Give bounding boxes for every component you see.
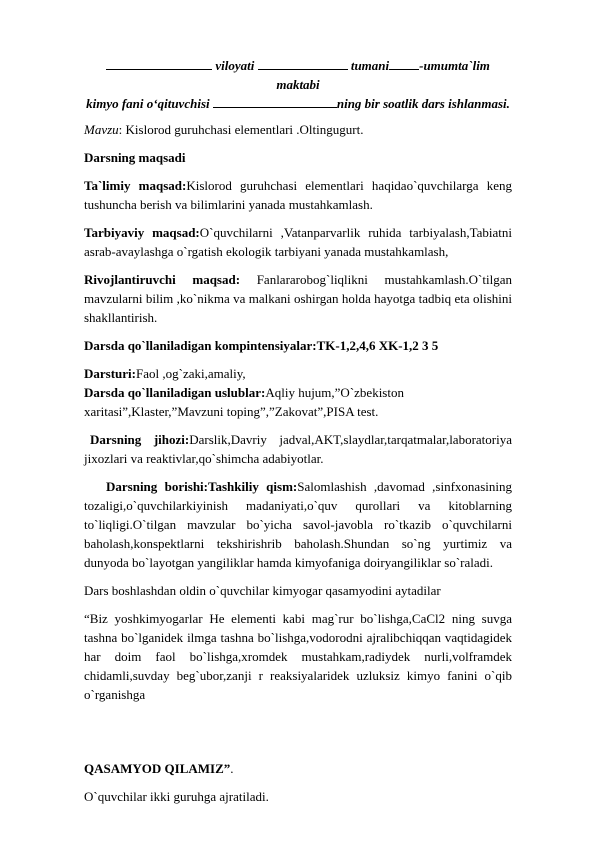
topic-text: : Kislorod guruhchasi elementlari .Oltingugurt.: [118, 122, 364, 137]
oath-text: “Biz yoshkimyogarlar He elementi kabi mag`rur bo`lishga,CaCl2 ning suvga tashna bo`lganidek ilmga tashna bo`lishga,vodorodni ajralibchiqqan vaqtidagidek har doim faol bo`lishga,xromdek mustahkam,radiydek nurli,volframdek chidamli,suvday beg`ubor,zanji r reaksiyalaridek uzluksiz kimyo fanini o`qib o`rganishga: [84, 611, 512, 702]
header-lesson: ning bir soatlik dars ishlanmasi.: [336, 96, 510, 111]
methods-label: Darsda qo`llaniladigan uslublar:: [84, 385, 266, 400]
methods: [84, 383, 512, 421]
competencies: Darsda qo`llaniladigan kompintensiyalar:TK-1,2,4,6 XK-1,2 3 5: [84, 338, 439, 353]
equipment-label: Darsning jihozi:: [90, 432, 190, 447]
lesson-header: [84, 56, 512, 113]
lesson-process: [84, 477, 512, 572]
topic-label: Mavzu: [84, 122, 119, 137]
header-tumani: tumani: [350, 58, 390, 73]
goals-title: Darsning maqsadi: [84, 150, 186, 165]
lesson-type-text: Faol ,og`zaki,amaliy,: [136, 366, 246, 381]
developing-goal-text: Fanlararobog`liqlikni mustahkamlash.O`tilgan mavzularni bilim ,ko`nikma va malkani oshirgan holda hayotga tadbiq eta olishini shakllantirish.: [84, 272, 512, 325]
topic-paragraph: [84, 120, 512, 139]
oath-intro: Dars boshlashdan oldin o`quvchilar kimyogar qasamyodini aytadilar: [84, 583, 441, 598]
lesson-process-text: Salomlashish ,davomad ,sinfxonasining tozaligi,o`quvchilarkiyinish madaniyati,o`quv qurollari va kitoblarning to`liqligi.O`tilgan mavzular bo`yicha savol-javobla ro`tkazib o`quvchilarni baholash,konspektlarni tekshirishrib baholash.Shundan so`ng yurtimiz va dunyoda bo`layotgan yangiliklar hamda kimyofaniga doiryangiliklar so`raladi.: [84, 479, 512, 570]
developing-goal: [84, 270, 512, 327]
lesson-type: [84, 364, 512, 383]
developing-goal-label: Rivojlantiruvchi maqsad:: [84, 272, 241, 287]
region-blank: [106, 57, 212, 70]
header-teacher: kimyo fani o‘qituvchisi: [86, 96, 210, 111]
upbringing-goal: [84, 223, 512, 261]
teacher-name-blank: [213, 95, 337, 108]
header-line-1: [84, 56, 512, 94]
lesson-process-label: Darsning borishi:Tashkiliy qism:: [106, 479, 298, 494]
header-school: -umumta`lim maktabi: [276, 58, 490, 92]
header-line-2: [84, 94, 512, 113]
educational-goal: [84, 176, 512, 214]
methods-text: Aqliy hujum,”O`zbekiston xaritasi”,Klaster,”Mavzuni toping”,”Zakovat”,PISA test.: [84, 385, 404, 419]
oath-title-period: .: [230, 761, 234, 776]
district-blank: [258, 57, 348, 70]
oath-title: [84, 759, 512, 778]
oath-title-text: QASAMYOD QILAMIZ”: [84, 761, 231, 776]
educational-goal-text: Kislorod guruhchasi elementlari haqidao`quvchilarga keng tushuncha berish va bilimlarini yanada mustahkamlash.: [84, 178, 512, 212]
upbringing-goal-text: O`quvchilarni ,Vatanparvarlik ruhida tarbiyalash,Tabiatni asrab-avaylashga o`rgatish ekologik tarbiyani yanada mustahkamlash,: [84, 225, 512, 259]
lesson-type-label: Darsturi:: [84, 366, 136, 381]
upbringing-goal-label: Tarbiyaviy maqsad:: [84, 225, 200, 240]
groups-sentence: O`quvchilar ikki guruhga ajratiladi.: [84, 789, 269, 804]
spacer: [84, 713, 512, 759]
document-page: [84, 56, 512, 815]
school-number-blank: [389, 57, 419, 70]
educational-goal-label: Ta`limiy maqsad:: [84, 178, 187, 193]
equipment-text: Darslik,Davriy jadval,AKT,slaydlar,tarqatmalar,laboratoriya jixozlari va reaktivlar,qo`shimcha adabiyotlar.: [84, 432, 512, 466]
header-viloyati: viloyati: [215, 58, 255, 73]
equipment: [84, 430, 512, 468]
